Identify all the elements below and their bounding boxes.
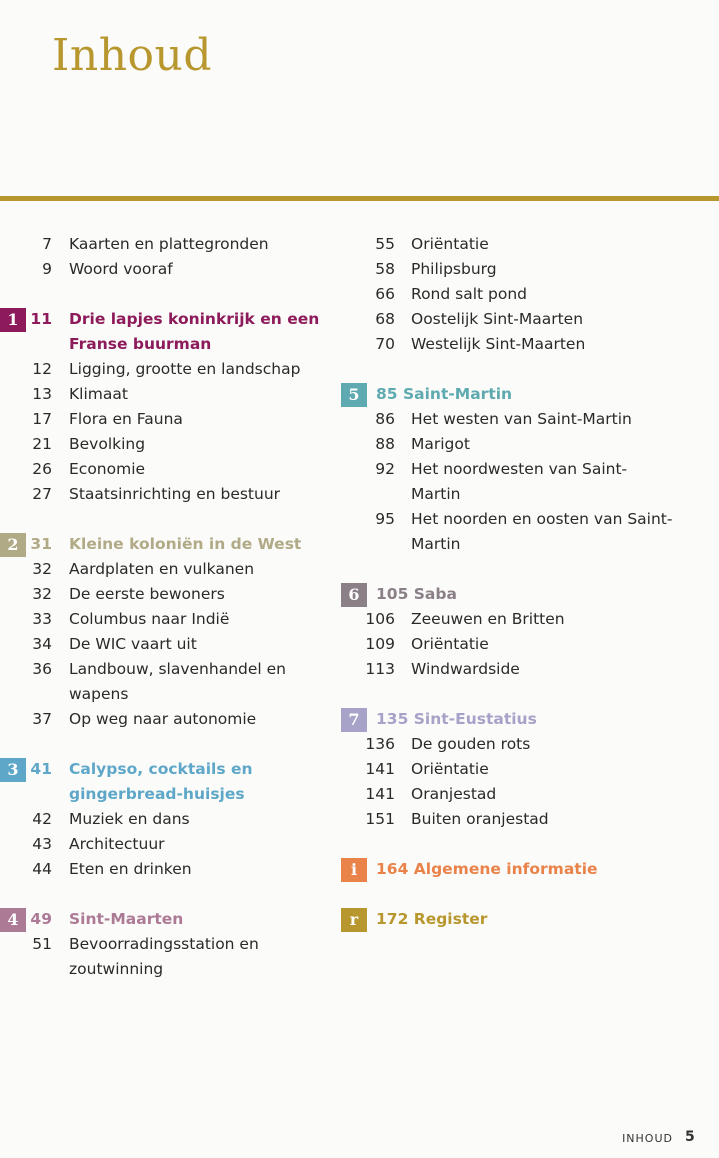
toc-entry-title: Sint-Eustatius — [413, 710, 537, 728]
toc-entry — [0, 382, 340, 407]
toc-entry-title: Algemene informatie — [413, 860, 598, 878]
toc-page-number: 31 — [30, 535, 52, 553]
toc-page-number: 141 — [365, 760, 395, 778]
toc-spacer — [340, 832, 719, 857]
toc-entry — [0, 357, 340, 382]
toc-entry-title: Oriëntatie — [411, 235, 489, 253]
toc-page-number: 86 — [375, 410, 395, 428]
toc-section-heading — [0, 757, 340, 782]
toc-page-number: 33 — [32, 610, 52, 628]
toc-entry — [340, 807, 719, 832]
toc-entry — [340, 657, 719, 682]
chapter-badge: 3 — [0, 758, 26, 782]
toc-entry-title: Landbouw, slavenhandel en — [69, 660, 286, 678]
toc-entry-title: Westelijk Sint-Maarten — [411, 335, 586, 353]
toc-entry — [0, 832, 340, 857]
toc-page-number: 70 — [375, 335, 395, 353]
toc-page-number: 7 — [42, 235, 52, 253]
toc-page-number: 151 — [365, 810, 395, 828]
toc-entry-title: zoutwinning — [69, 960, 164, 978]
footer-label: INHOUD — [622, 1132, 673, 1145]
toc-entry-title: wapens — [69, 685, 129, 703]
toc-page-number: 68 — [375, 310, 395, 328]
toc-spacer — [340, 682, 719, 707]
chapter-badge: 7 — [341, 708, 367, 732]
toc-section-heading — [340, 857, 719, 882]
toc-entry — [340, 632, 719, 657]
toc-page-number: 12 — [32, 360, 52, 378]
toc-page-number: 51 — [32, 935, 52, 953]
chapter-badge: 2 — [0, 533, 26, 557]
toc-page-number: 37 — [32, 710, 52, 728]
toc-entry-title: De eerste bewoners — [69, 585, 225, 603]
toc-section-label — [376, 857, 598, 882]
toc-entry-title: Buiten oranjestad — [411, 810, 549, 828]
toc-entry — [340, 332, 719, 357]
toc-entry — [0, 557, 340, 582]
toc-page-number: 66 — [375, 285, 395, 303]
toc-page-number: 88 — [375, 435, 395, 453]
toc-page-number: 17 — [32, 410, 52, 428]
toc-page-number: 172 — [376, 910, 409, 928]
toc-entry-title: gingerbread-huisjes — [69, 785, 245, 803]
toc-section-heading — [0, 782, 340, 807]
toc-entry-title: Saba — [413, 585, 457, 603]
toc-entry-title: Oostelijk Sint-Maarten — [411, 310, 584, 328]
toc-page-number: 13 — [32, 385, 52, 403]
toc-page-number: 136 — [365, 735, 395, 753]
toc-section-heading — [0, 532, 340, 557]
toc-entry — [340, 432, 719, 457]
toc-page-number: 49 — [30, 910, 52, 928]
toc-entry-title: Bevolking — [69, 435, 146, 453]
toc-spacer — [0, 507, 340, 532]
page-number: 5 — [685, 1129, 695, 1145]
toc-entry — [340, 257, 719, 282]
toc-section-heading — [0, 307, 340, 332]
toc-spacer — [0, 282, 340, 307]
toc-page-number: 27 — [32, 485, 52, 503]
toc-section-label — [376, 582, 457, 607]
toc-spacer — [0, 882, 340, 907]
toc-right-column — [340, 232, 719, 932]
toc-page-number: 141 — [365, 785, 395, 803]
toc-entry-title: Sint-Maarten — [69, 910, 184, 928]
toc-section-label — [376, 382, 512, 407]
toc-page-number: 44 — [32, 860, 52, 878]
chapter-badge: i — [341, 858, 367, 882]
toc-entry — [0, 957, 340, 982]
toc-page-number: 32 — [32, 560, 52, 578]
toc-entry-title: Register — [413, 910, 488, 928]
chapter-badge: 4 — [0, 908, 26, 932]
chapter-badge: 6 — [341, 583, 367, 607]
toc-entry-title: Franse buurman — [69, 335, 212, 353]
toc-entry — [0, 857, 340, 882]
toc-entry-title: Woord vooraf — [69, 260, 173, 278]
toc-entry — [340, 757, 719, 782]
toc-page-number: 58 — [375, 260, 395, 278]
toc-entry-title: Martin — [411, 485, 461, 503]
toc-entry-title: Aardplaten en vulkanen — [69, 560, 255, 578]
toc-entry — [340, 607, 719, 632]
toc-section-heading — [340, 382, 719, 407]
toc-page-number: 109 — [365, 635, 395, 653]
toc-entry-title: Saint-Martin — [402, 385, 513, 403]
toc-entry — [340, 532, 719, 557]
toc-entry — [0, 657, 340, 682]
toc-page-number: 21 — [32, 435, 52, 453]
toc-spacer — [0, 732, 340, 757]
toc-entry — [340, 732, 719, 757]
toc-page-number: 26 — [32, 460, 52, 478]
toc-page-number: 164 — [376, 860, 409, 878]
running-footer — [622, 1129, 695, 1145]
toc-section-label — [376, 907, 487, 932]
toc-entry — [340, 407, 719, 432]
toc-page-number: 105 — [376, 585, 409, 603]
toc-entry — [0, 482, 340, 507]
toc-entry-title: Kaarten en plattegronden — [69, 235, 269, 253]
toc-entry-title: Calypso, cocktails en — [69, 760, 253, 778]
toc-entry-title: Martin — [411, 535, 461, 553]
toc-page-number: 36 — [32, 660, 52, 678]
toc-entry-title: Rond salt pond — [411, 285, 528, 303]
page-title: Inhoud — [52, 30, 213, 81]
toc-entry — [0, 232, 340, 257]
toc-entry-title: Zeeuwen en Britten — [411, 610, 565, 628]
toc-entry — [0, 807, 340, 832]
toc-page-number: 11 — [30, 310, 52, 328]
toc-entry-title: Philipsburg — [411, 260, 497, 278]
toc-entry-title: Bevoorradingsstation en — [69, 935, 259, 953]
toc-entry-title: Muziek en dans — [69, 810, 190, 828]
toc-spacer — [340, 357, 719, 382]
toc-page-number: 41 — [30, 760, 52, 778]
toc-entry — [0, 632, 340, 657]
toc-left-column — [0, 232, 340, 982]
toc-page-number: 32 — [32, 585, 52, 603]
toc-entry-title: Eten en drinken — [69, 860, 192, 878]
toc-entry-title: Flora en Fauna — [69, 410, 183, 428]
toc-page-number: 95 — [375, 510, 395, 528]
toc-entry — [340, 307, 719, 332]
toc-entry — [0, 407, 340, 432]
chapter-badge: 5 — [341, 383, 367, 407]
toc-entry-title: De WIC vaart uit — [69, 635, 197, 653]
toc-entry-title: Het westen van Saint-Martin — [411, 410, 632, 428]
toc-entry — [340, 782, 719, 807]
toc-entry-title: Het noorden en oosten van Saint- — [411, 510, 673, 528]
toc-section-heading — [0, 332, 340, 357]
toc-page-number: 106 — [365, 610, 395, 628]
toc-entry-title: Ligging, grootte en landschap — [69, 360, 301, 378]
toc-page-number: 135 — [376, 710, 409, 728]
toc-page-number: 113 — [365, 660, 395, 678]
toc-page-number: 42 — [32, 810, 52, 828]
toc-entry — [0, 582, 340, 607]
toc-entry-title: Drie lapjes koninkrijk en een — [69, 310, 320, 328]
toc-entry-title: Columbus naar Indië — [69, 610, 230, 628]
toc-entry-title: Op weg naar autonomie — [69, 710, 257, 728]
toc-entry-title: Marigot — [411, 435, 470, 453]
toc-entry — [0, 432, 340, 457]
toc-page-number: 43 — [32, 835, 52, 853]
toc-entry — [0, 457, 340, 482]
toc-entry-title: De gouden rots — [411, 735, 531, 753]
toc-section-label — [376, 707, 537, 732]
toc-spacer — [340, 882, 719, 907]
toc-entry-title: Economie — [69, 460, 146, 478]
toc-section-heading — [340, 707, 719, 732]
toc-entry — [340, 232, 719, 257]
toc-entry — [340, 457, 719, 482]
toc-page-number: 9 — [42, 260, 52, 278]
toc-entry-title: Oriëntatie — [411, 635, 489, 653]
toc-page-number: 92 — [375, 460, 395, 478]
toc-entry — [0, 707, 340, 732]
toc-entry — [340, 282, 719, 307]
toc-section-heading — [340, 582, 719, 607]
toc-page-number: 55 — [375, 235, 395, 253]
toc-entry — [340, 482, 719, 507]
toc-entry — [0, 607, 340, 632]
toc-entry-title: Oranjestad — [411, 785, 497, 803]
toc-section-heading — [340, 907, 719, 932]
toc-entry-title: Architectuur — [69, 835, 165, 853]
toc-entry-title: Kleine koloniën in de West — [69, 535, 302, 553]
toc-entry — [0, 932, 340, 957]
toc-entry — [0, 257, 340, 282]
title-rule — [0, 196, 719, 201]
toc-page-number: 85 — [376, 385, 398, 403]
chapter-badge: r — [341, 908, 367, 932]
chapter-badge: 1 — [0, 308, 26, 332]
toc-entry-title: Het noordwesten van Saint- — [411, 460, 628, 478]
toc-spacer — [340, 557, 719, 582]
toc-page-number: 34 — [32, 635, 52, 653]
toc-entry-title: Oriëntatie — [411, 760, 489, 778]
toc-entry-title: Staatsinrichting en bestuur — [69, 485, 281, 503]
toc-entry-title: Windwardside — [411, 660, 520, 678]
toc-entry — [340, 507, 719, 532]
toc-section-heading — [0, 907, 340, 932]
toc-entry — [0, 682, 340, 707]
toc-entry-title: Klimaat — [69, 385, 128, 403]
